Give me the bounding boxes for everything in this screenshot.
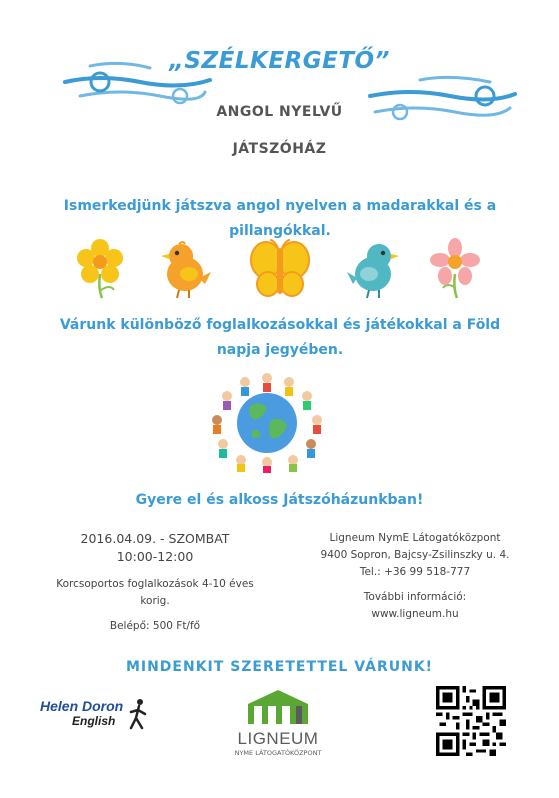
butterfly-icon [248,238,312,300]
pink-flower-icon [425,238,485,300]
ligneum-name: LIGNEUM [237,729,319,748]
subtitle-line2: JÁTSZÓHÁZ [232,141,327,157]
venue-address: 9400 Sopron, Bajcsy-Zsilinszky u. 4. [320,549,510,561]
helen-doron-logo-english: English [72,714,116,728]
ligneum-building-icon [228,686,328,726]
closing-message: MINDENKIT SZERETETTEL VÁRUNK! [125,659,434,675]
event-fee: Belépő: 500 Ft/fő [109,620,201,632]
orange-bird-icon [155,238,215,300]
event-details [55,530,255,635]
more-info-label: További információ: [363,591,467,603]
helen-doron-logo [40,698,150,743]
event-time: 10:00-12:00 [116,549,194,564]
poster-title: „SZÉLKERGETŐ” [169,48,390,74]
venue-details [310,530,520,623]
event-date: 2016.04.09. - SZOMBAT [80,531,230,546]
teal-bird-icon [345,238,405,300]
helen-doron-logo-name: Helen Doron [40,698,124,714]
ligneum-subtitle: NYME LÁTOGATÓKÖZPONT [234,749,322,757]
invite-text: Gyere el és alkoss Játszóházunkban! [135,492,424,508]
subtitle-line1: ANGOL NYELVŰ [216,104,343,120]
venue-website[interactable]: www.ligneum.hu [371,608,459,620]
venue-name: Ligneum NymE Látogatóközpont [329,532,501,544]
intro-text: Ismerkedjünk játszva angol nyelven a madarakkal és a pillangókkal. [63,198,497,239]
venue-phone: Tel.: +36 99 518-777 [359,566,471,578]
qr-code[interactable] [436,686,506,756]
ligneum-logo [228,686,328,762]
wind-swirl-right-icon [360,70,520,130]
globe-children-icon [205,368,330,473]
event-age-groups: Korcsoportos foglalkozások 4-10 éves korig. [56,578,254,607]
yellow-flower-icon [70,238,130,300]
running-figure-icon [128,698,148,732]
activities-text: Várunk különböző foglalkozásokkal és játékokkal a Föld napja jegyében. [59,317,501,358]
